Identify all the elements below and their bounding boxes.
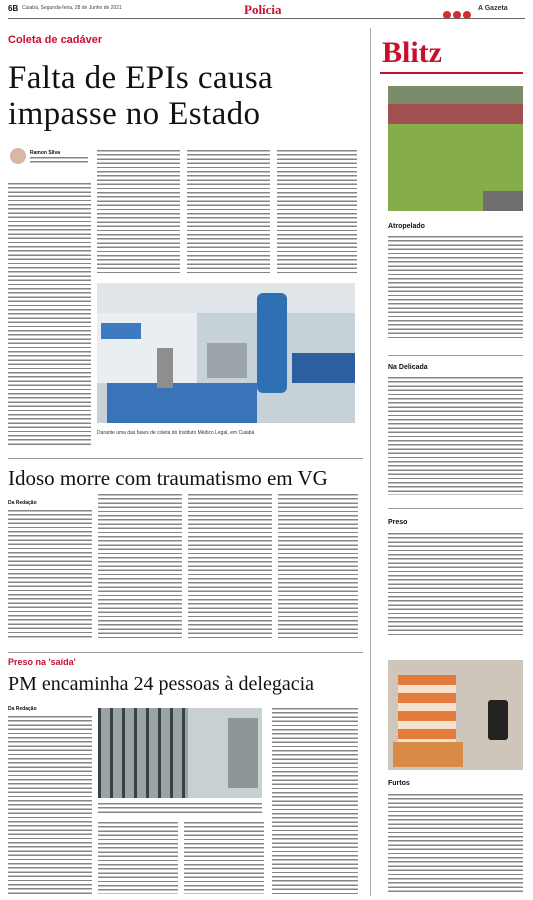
story2-col4	[278, 494, 358, 638]
column-divider	[370, 28, 371, 896]
page-number: 6B	[8, 4, 19, 13]
page-header	[8, 4, 525, 18]
brand-dots	[443, 6, 473, 24]
rule-story3	[8, 652, 363, 653]
note-body-atropelado	[388, 236, 523, 340]
sidebar-title: Blitz	[382, 36, 442, 69]
story3-col2	[98, 822, 178, 894]
story3-headline: PM encaminha 24 pessoas à delegacia	[8, 673, 315, 695]
note-title-furtos: Furtos	[388, 780, 410, 787]
story1-col3	[187, 150, 270, 276]
story2-headline: Idoso morre com traumatismo em VG	[8, 466, 328, 490]
story3-col1	[8, 716, 92, 894]
story3-kicker: Preso na 'saída'	[8, 657, 76, 667]
note-title-delicada: Na Delicada	[388, 364, 428, 371]
dateline: Cuiabá, Segunda-feira, 28 de Junho de 2021	[22, 5, 122, 11]
sidebar-photo-2	[388, 660, 523, 770]
note-title-preso: Preso	[388, 519, 408, 526]
story1-caption: Durante uma das fases de coleta do Instituto Médico Legal, em Cuiabá	[97, 430, 255, 436]
header-rule	[8, 18, 525, 19]
story3-col3	[184, 822, 264, 894]
note-body-preso	[388, 533, 523, 635]
story2-col1	[8, 510, 92, 638]
brand-logo: A Gazeta	[478, 5, 508, 12]
note-body-furtos	[388, 794, 523, 894]
story1-headline: Falta de EPIs causa impasse no Estado	[8, 60, 274, 132]
story2-col2	[98, 494, 182, 638]
story1-col1	[8, 183, 91, 445]
story1-col4	[277, 150, 357, 276]
note-title-atropelado: Atropelado	[388, 223, 425, 230]
sidebar-rule-2	[388, 508, 523, 509]
section-title: Polícia	[244, 2, 282, 17]
sidebar-title-rule	[380, 72, 523, 74]
story1-photo	[97, 283, 355, 423]
byline-avatar	[10, 148, 26, 164]
rule-story2	[8, 458, 363, 459]
sidebar-rule-1	[388, 355, 523, 356]
story3-caption	[98, 803, 262, 815]
story1-col2	[97, 150, 180, 276]
story3-photo	[98, 708, 262, 798]
story3-col4	[272, 708, 358, 894]
sidebar-photo-1	[388, 86, 523, 211]
note-body-delicada	[388, 377, 523, 495]
story1-kicker: Coleta de cadáver	[8, 34, 103, 46]
story2-col3	[188, 494, 272, 638]
story2-byline: Da Redação	[8, 500, 37, 506]
byline-detail	[30, 157, 88, 165]
story1-byline: Ramon Silva	[30, 150, 61, 156]
story3-byline: Da Redação	[8, 706, 37, 712]
